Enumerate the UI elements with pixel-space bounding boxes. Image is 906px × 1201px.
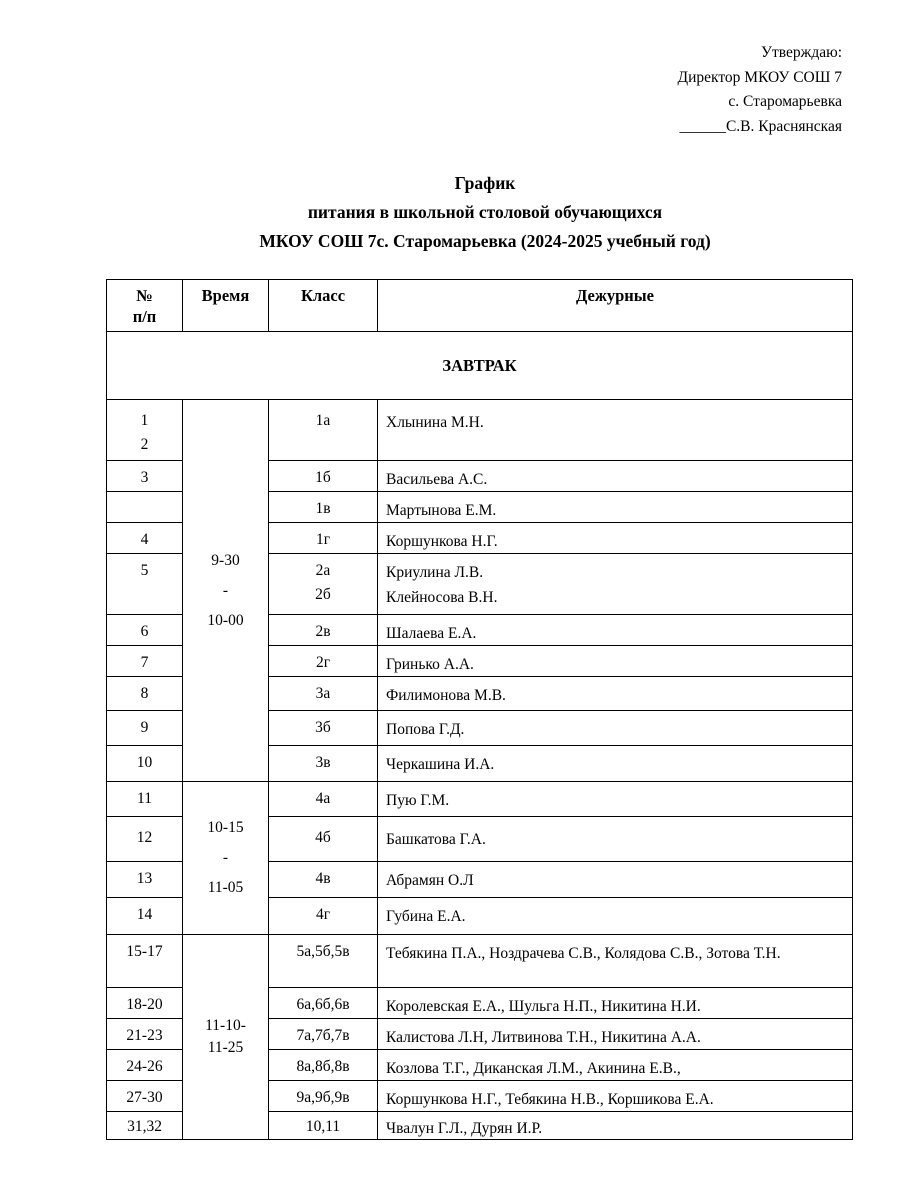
row-duty: Черкашина И.А.: [378, 746, 853, 782]
row-num: 4: [107, 523, 183, 554]
time-start: 10-15: [207, 819, 244, 836]
table-row: [107, 400, 853, 461]
row-num: 9: [107, 711, 183, 746]
row-class: 1г: [269, 523, 378, 554]
header-num: № п/п: [107, 280, 183, 332]
table-row: [107, 935, 853, 988]
row-num: 15-17: [107, 935, 183, 988]
row-duty: [378, 554, 853, 615]
row-class: 1а: [269, 400, 378, 461]
row-class: [269, 554, 378, 615]
row-duty: Мартынова Е.М.: [378, 492, 853, 523]
row-duty: Пую Г.М.: [378, 782, 853, 817]
title-line-3: МКОУ СОШ 7с. Старомарьевка (2024-2025 учебный год): [259, 231, 711, 251]
row-num: 7: [107, 646, 183, 677]
row-class: 10,11: [269, 1112, 378, 1140]
time-end: 10-00: [207, 611, 244, 629]
row-class: 3а: [269, 677, 378, 711]
row-num: 10: [107, 746, 183, 782]
header-row: [107, 280, 853, 332]
row-class: 1б: [269, 461, 378, 492]
time-start: 11-10-: [205, 1017, 246, 1034]
time-dash: -: [222, 581, 229, 599]
row-duty: Губина Е.А.: [378, 898, 853, 935]
row-class: 4в: [269, 862, 378, 898]
row-duty: Коршункова Н.Г.: [378, 523, 853, 554]
approval-line: Утверждаю:: [761, 44, 842, 61]
row-num: 11: [107, 782, 183, 817]
document-title: [0, 169, 906, 256]
row-num: 6: [107, 615, 183, 646]
row-duty: Хлынина М.Н.: [378, 400, 853, 461]
approval-village: с. Старомарьевка: [728, 93, 842, 110]
row-num: 13: [107, 862, 183, 898]
row-num: 3: [107, 461, 183, 492]
row-duty: Абрамян О.Л: [378, 862, 853, 898]
row-num: 18-20: [107, 988, 183, 1019]
section-breakfast: ЗАВТРАК: [107, 332, 853, 400]
row-class: 7а,7б,7в: [269, 1019, 378, 1050]
time-slot-3: [183, 935, 269, 1140]
row-class: 4б: [269, 817, 378, 862]
header-time: Время: [183, 280, 269, 332]
time-end: 11-05: [207, 879, 244, 896]
approval-director: Директор МКОУ СОШ 7: [677, 68, 842, 86]
row-num: [107, 400, 183, 461]
row-class-a: 2а: [315, 562, 331, 579]
row-duty: Шалаева Е.А.: [378, 615, 853, 646]
row-duty: Попова Г.Д.: [378, 711, 853, 746]
row-duty: Козлова Т.Г., Диканская Л.М., Акинина Е.В.,: [378, 1050, 853, 1081]
row-duty: Гринько А.А.: [378, 646, 853, 677]
row-class: 8а,8б,8в: [269, 1050, 378, 1081]
row-duty: Башкатова Г.А.: [378, 817, 853, 862]
row-num: 21-23: [107, 1019, 183, 1050]
row-duty: Коршункова Н.Г., Тебякина Н.В., Коршикова Е.А.: [378, 1081, 853, 1112]
header-duty: Дежурные: [378, 280, 853, 332]
row-duty: Калистова Л.Н, Литвинова Т.Н., Никитина А.А.: [378, 1019, 853, 1050]
schedule-table: [106, 279, 853, 1140]
section-row: [107, 332, 853, 400]
row-num: 8: [107, 677, 183, 711]
row-num: 5: [107, 554, 183, 615]
time-dash: -: [222, 849, 229, 866]
row-class: 1в: [269, 492, 378, 523]
row-duty: Филимонова М.В.: [378, 677, 853, 711]
row-class: 2в: [269, 615, 378, 646]
row-duty: Королевская Е.А., Шульга Н.П., Никитина Н.И.: [378, 988, 853, 1019]
row-duty-b: Клейносова В.Н.: [386, 589, 498, 606]
row-num: 14: [107, 898, 183, 935]
row-num: 12: [107, 817, 183, 862]
row-class: 6а,6б,6в: [269, 988, 378, 1019]
approval-signature: ______С.В. Краснянская: [679, 117, 842, 135]
row-duty: Васильева А.С.: [378, 461, 853, 492]
row-class: 4а: [269, 782, 378, 817]
row-duty-a: Криулина Л.В.: [386, 564, 484, 581]
row-class: 3б: [269, 711, 378, 746]
row-num: 31,32: [107, 1112, 183, 1140]
title-line-1: График: [454, 173, 516, 193]
title-line-2: питания в школьной столовой обучающихся: [307, 202, 663, 222]
time-slot-2: [183, 782, 269, 935]
approval-block: [678, 41, 842, 139]
row-class: 2г: [269, 646, 378, 677]
row-class: 4г: [269, 898, 378, 935]
time-end: 11-25: [207, 1039, 244, 1056]
row-num: [107, 492, 183, 523]
header-class: Класс: [269, 280, 378, 332]
row-class-b: 2б: [315, 586, 331, 603]
row-class: 5а,5б,5в: [269, 935, 378, 988]
table-row: [107, 782, 853, 817]
row-num: 27-30: [107, 1081, 183, 1112]
row-num-a: 1: [140, 412, 149, 429]
time-start: 9-30: [211, 551, 240, 569]
row-duty: Тебякина П.А., Ноздрачева С.В., Колядова С.В., Зотова Т.Н.: [378, 935, 853, 988]
time-slot-1: [183, 400, 269, 782]
row-num: 24-26: [107, 1050, 183, 1081]
row-class: 9а,9б,9в: [269, 1081, 378, 1112]
row-class: 3в: [269, 746, 378, 782]
row-duty: Чвалун Г.Л., Дурян И.Р.: [378, 1112, 853, 1140]
row-num-b: 2: [140, 436, 149, 453]
